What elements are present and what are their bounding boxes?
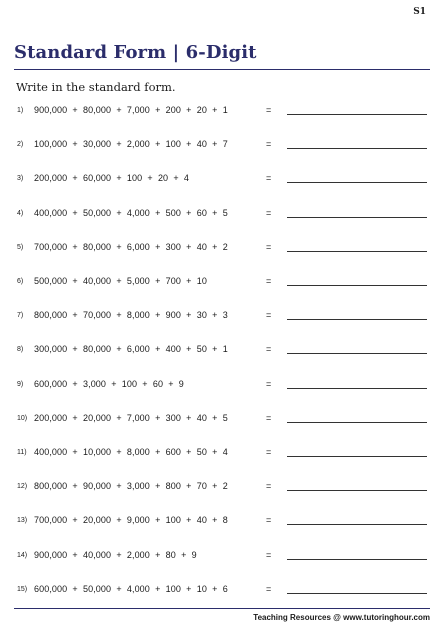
- problem-number: 11): [17, 449, 27, 456]
- equals-sign: =: [266, 481, 272, 492]
- answer-line[interactable]: [287, 217, 427, 218]
- equals-sign: =: [266, 276, 272, 286]
- answer-line[interactable]: [287, 422, 427, 423]
- equals-sign: =: [266, 515, 272, 526]
- problem-expression: 100,000 + 30,000 + 2,000 + 100 + 40 + 7: [34, 139, 228, 150]
- problem-number: 13): [17, 517, 28, 525]
- equals-sign: =: [266, 549, 272, 560]
- problem-expression: 700,000 + 80,000 + 6,000 + 300 + 40 + 2: [34, 241, 228, 252]
- equals-sign: =: [266, 344, 272, 355]
- problem-number: 4): [17, 209, 24, 217]
- problem-expression: 500,000 + 40,000 + 5,000 + 700 + 10: [34, 276, 207, 286]
- footer-divider: [14, 608, 430, 609]
- problem-row: [0, 208, 444, 224]
- problem-number: 6): [17, 278, 24, 285]
- answer-line[interactable]: [287, 285, 427, 286]
- problem-expression: 900,000 + 40,000 + 2,000 + 80 + 9: [34, 549, 197, 560]
- sheet-id: S1: [413, 7, 426, 17]
- problem-number: 2): [17, 141, 24, 149]
- problem-row: [0, 344, 444, 360]
- problem-row: [0, 139, 444, 155]
- equals-sign: =: [266, 378, 272, 389]
- problem-row: [0, 276, 444, 292]
- problem-row: [0, 379, 444, 395]
- problem-number: 12): [17, 483, 28, 491]
- answer-line[interactable]: [287, 182, 427, 183]
- equals-sign: =: [266, 241, 272, 252]
- problem-number: 14): [17, 551, 28, 559]
- equals-sign: =: [266, 173, 272, 184]
- problem-expression: 200,000 + 20,000 + 7,000 + 300 + 40 + 5: [34, 412, 228, 423]
- problem-expression: 400,000 + 10,000 + 8,000 + 600 + 50 + 4: [34, 447, 228, 457]
- answer-line[interactable]: [287, 490, 427, 491]
- problem-row: [0, 584, 444, 600]
- problem-expression: 800,000 + 70,000 + 8,000 + 900 + 30 + 3: [34, 310, 228, 321]
- title-divider: [14, 69, 430, 70]
- equals-sign: =: [266, 310, 272, 321]
- problem-row: [0, 173, 444, 189]
- problem-number: 1): [17, 107, 24, 114]
- answer-line[interactable]: [287, 114, 427, 115]
- answer-line[interactable]: [287, 388, 427, 389]
- problem-number: 10): [17, 414, 28, 422]
- problem-expression: 300,000 + 80,000 + 6,000 + 400 + 50 + 1: [34, 344, 228, 355]
- problem-number: 3): [17, 175, 24, 183]
- problem-expression: 700,000 + 20,000 + 9,000 + 100 + 40 + 8: [34, 515, 228, 526]
- problem-number: 8): [17, 346, 24, 354]
- equals-sign: =: [266, 583, 272, 594]
- problem-row: [0, 105, 444, 121]
- problem-row: [0, 310, 444, 326]
- footer-credit: Teaching Resources @ www.tutoringhour.com: [253, 613, 430, 622]
- problem-row: [0, 515, 444, 531]
- problem-row: [0, 242, 444, 258]
- equals-sign: =: [266, 207, 272, 218]
- problem-expression: 600,000 + 3,000 + 100 + 60 + 9: [34, 378, 184, 389]
- answer-line[interactable]: [287, 456, 427, 457]
- problem-expression: 900,000 + 80,000 + 7,000 + 200 + 20 + 1: [34, 105, 228, 115]
- equals-sign: =: [266, 105, 272, 115]
- problem-expression: 800,000 + 90,000 + 3,000 + 800 + 70 + 2: [34, 481, 228, 492]
- problem-expression: 600,000 + 50,000 + 4,000 + 100 + 10 + 6: [34, 583, 228, 594]
- problem-row: [0, 413, 444, 429]
- equals-sign: =: [266, 412, 272, 423]
- problem-number: 5): [17, 243, 24, 251]
- answer-line[interactable]: [287, 251, 427, 252]
- answer-line[interactable]: [287, 559, 427, 560]
- problem-number: 9): [17, 380, 24, 388]
- problem-row: [0, 481, 444, 497]
- answer-line[interactable]: [287, 319, 427, 320]
- problem-row: [0, 447, 444, 463]
- problem-number: 7): [17, 312, 24, 320]
- equals-sign: =: [266, 139, 272, 150]
- answer-line[interactable]: [287, 593, 427, 594]
- problem-number: 15): [17, 585, 28, 593]
- page-title: Standard Form | 6-Digit: [14, 42, 257, 63]
- problem-expression: 200,000 + 60,000 + 100 + 20 + 4: [34, 173, 190, 184]
- answer-line[interactable]: [287, 524, 427, 525]
- equals-sign: =: [266, 447, 272, 457]
- problem-row: [0, 550, 444, 566]
- problem-expression: 400,000 + 50,000 + 4,000 + 500 + 60 + 5: [34, 207, 228, 218]
- answer-line[interactable]: [287, 353, 427, 354]
- answer-line[interactable]: [287, 148, 427, 149]
- instructions: Write in the standard form.: [16, 80, 176, 94]
